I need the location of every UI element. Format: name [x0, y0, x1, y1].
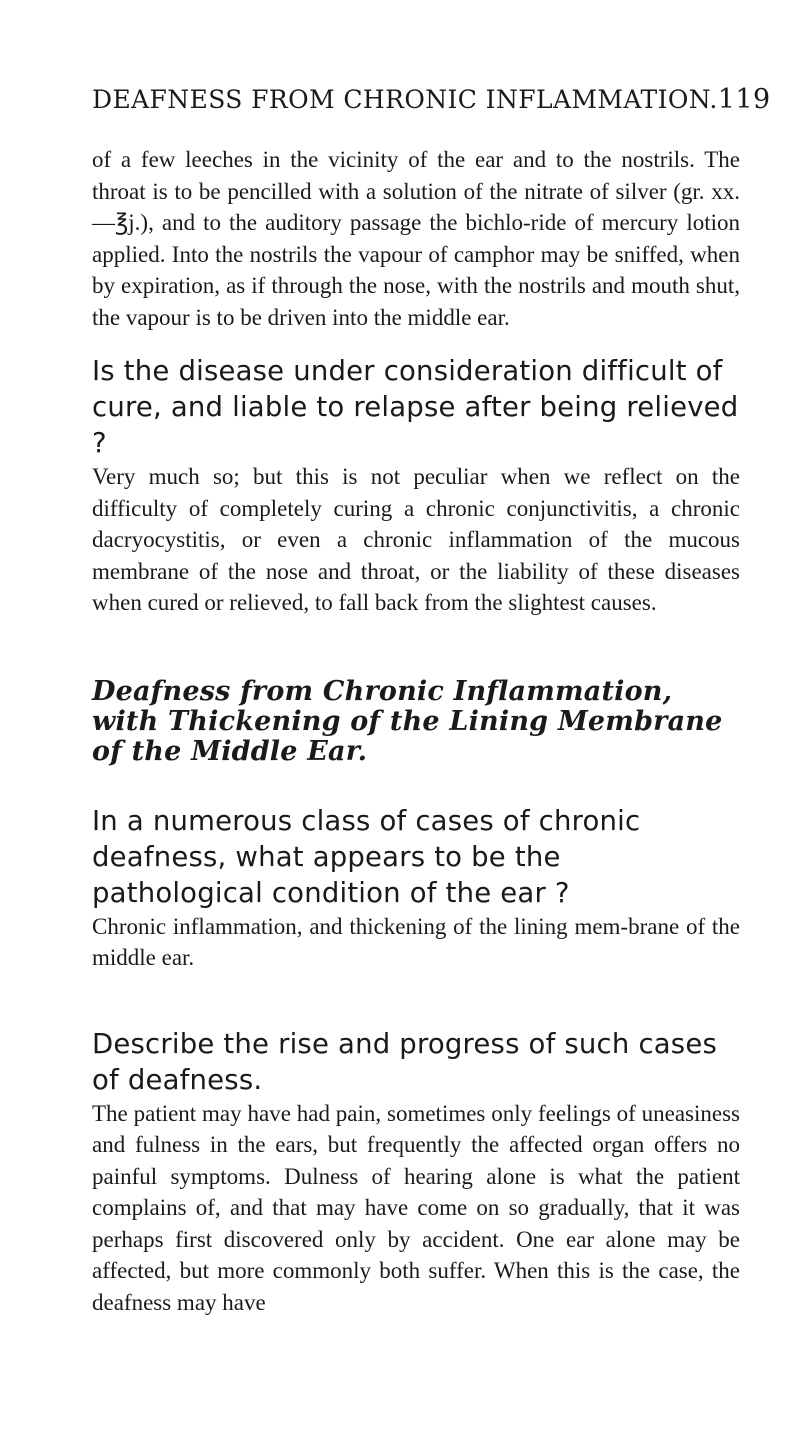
running-header [92, 84, 771, 124]
page-number: 119 [717, 84, 771, 115]
book-page [92, 84, 771, 1318]
answer-1: Very much so; but this is not peculiar when we reflect on the difficulty of completely curing a chronic conjunctivitis, a chronic dacryocystitis, or even a chronic inflammation of the mucous membrane of the nose and throat, or the liability of these diseases when cured or relieved, to fall back from the slightest causes. [92, 464, 740, 615]
question-1: Is the disease under consideration difficult of cure, and liable to relapse after being relieved ? [92, 355, 739, 459]
question-3: Describe the rise and progress of such cases of deafness. [92, 1027, 717, 1096]
answer-2: Chronic inflammation, and thickening of the lining mem-brane of the middle ear. [92, 913, 740, 970]
intro-paragraph: of a few leeches in the vicinity of the ear and to the nostrils. The throat is to be pencilled with a solution of the nitrate of silver (gr. xx.—℥j.), and to the auditory passage the bichlo-ride of mercury lotion applied. Into the nostrils the vapour of camphor may be sniffed, when by expiration, as if through the nose, with the nostrils and mouth shut, the vapour is to be driven into the middle ear. [92, 147, 740, 330]
answer-3: The patient may have had pain, sometimes only feelings of uneasiness and fulness in the ears, but frequently the affected organ offers no painful symptoms. Dulness of hearing alone is what the patient complains of, and that may have come on so gradually, that it was perhaps first discovered only by accident. One ear alone may be affected, but more commonly both suffer. When this is the case, the deafness may have [92, 1100, 740, 1315]
question-2: In a numerous class of cases of chronic deafness, what appears to be the pathological condition of the ear ? [92, 804, 641, 909]
section-heading: Deafness from Chronic Inflammation, with Thickening of the Lining Membrane of the Middle Ear. [92, 675, 723, 767]
running-title: DEAFNESS FROM CHRONIC INFLAMMATION. [92, 85, 718, 114]
